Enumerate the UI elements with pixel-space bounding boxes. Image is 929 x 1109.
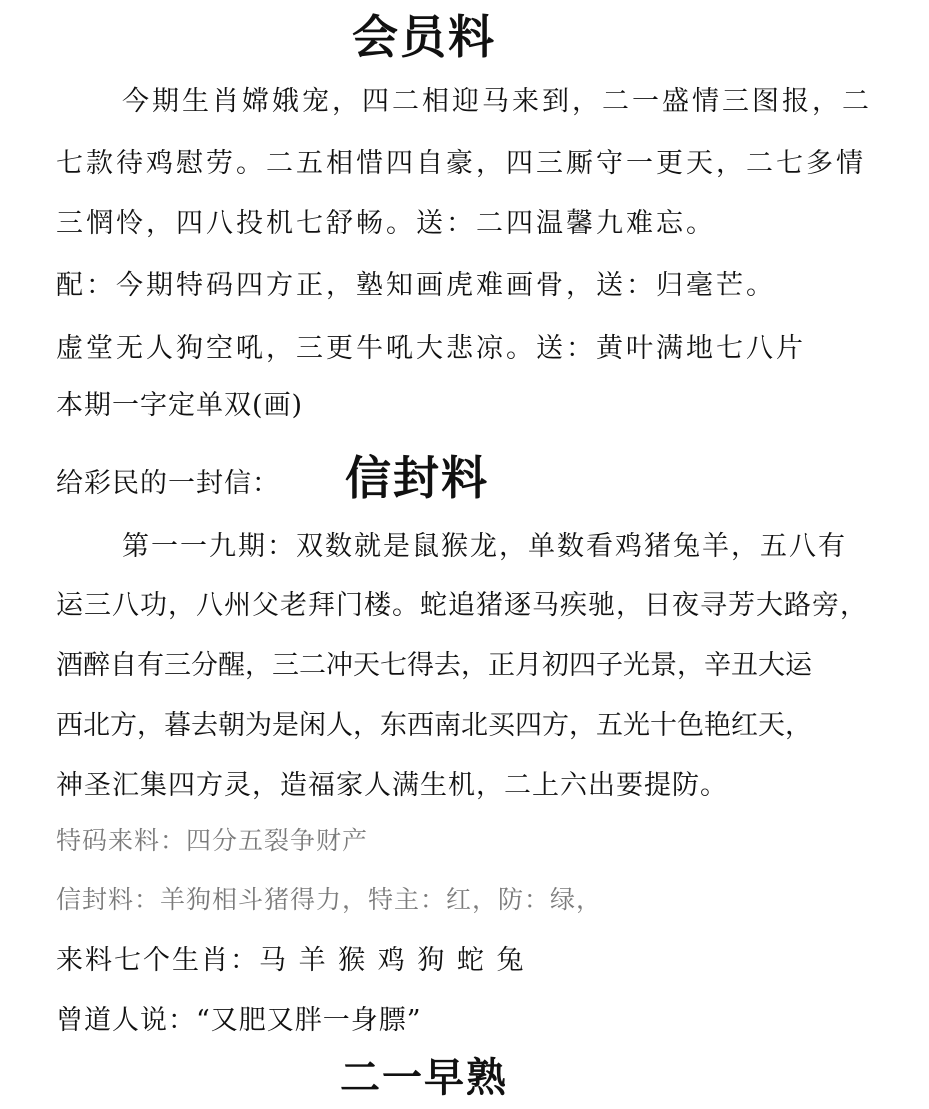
body-line: 运三八功，八州父老拜门楼。蛇追猪逐马疾驰，日夜寻芳大路旁， [56, 590, 868, 621]
body-line: 今期生肖嫦娥宠，四二相迎马来到，二一盛情三图报，二 [122, 86, 872, 117]
quote-line: 曾道人说：“又肥又胖一身膘” [56, 1005, 422, 1036]
letter-intro: 给彩民的一封信： [56, 468, 280, 499]
body-line: 配：今期特码四方正，塾知画虎难画骨，送：归毫芒。 [56, 270, 776, 301]
body-line: 虚堂无人狗空吼，三更牛吼大悲凉。送：黄叶满地七八片 [56, 333, 806, 364]
envelope-line: 信封料：羊狗相斗猪得力，特主：红，防：绿， [56, 885, 603, 914]
body-line: 第一一九期：双数就是鼠猴龙，单数看鸡猪兔羊，五八有 [122, 531, 847, 562]
body-line: 酒醉自有三分醒，三二冲天七得去，正月初四子光景，辛丑大运 [56, 650, 812, 681]
section-title-envelope: 信封料 [345, 451, 489, 505]
body-line: 本期一字定单双(画) [56, 390, 304, 421]
body-line: 七款待鸡慰劳。二五相惜四自豪，四三厮守一更天，二七多情 [56, 148, 866, 179]
body-line: 三惘怜，四八投机七舒畅。送：二四温馨九难忘。 [56, 208, 716, 239]
body-line: 神圣汇集四方灵，造福家人满生机，二上六出要提防。 [56, 770, 728, 801]
special-code-line: 特码来料：四分五裂争财产 [56, 826, 369, 855]
zodiac-line: 来料七个生肖：马 羊 猴 鸡 狗 蛇 兔 [56, 945, 526, 976]
section-title-member: 会员料 [352, 10, 496, 64]
section-title-early: 二一早熟 [340, 1055, 508, 1101]
body-line: 西北方，暮去朝为是闲人，东西南北买四方，五光十色艳红天， [56, 710, 812, 741]
